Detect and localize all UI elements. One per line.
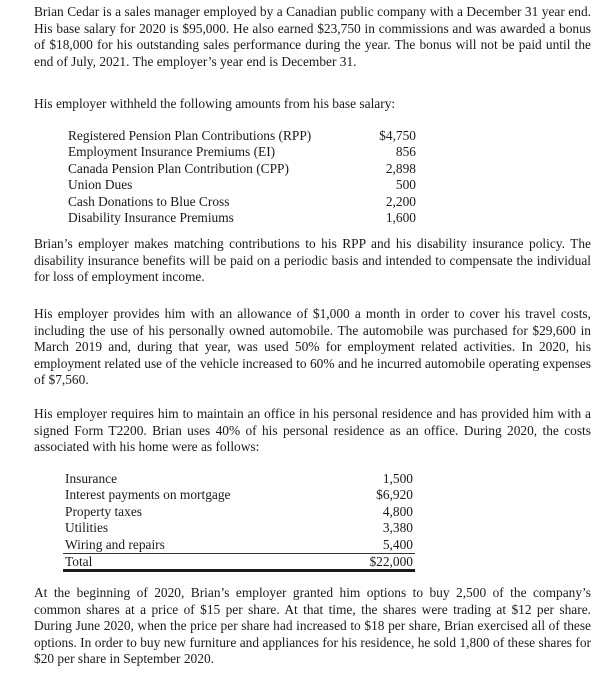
allowance-paragraph: His employer provides him with an allowance of $1,000 a month in order to cover his travel costs, including the use of his personally owned automobile. The automobile was purchased for $29,600 in March 2019 and, during that year, was used 50% for employment related activities. In 2020, his employment related use of the vehicle increased to 60% and he incurred automobile operating expenses of $7,560. (34, 306, 591, 388)
withholding-label: Canada Pension Plan Contribution (CPP) (68, 160, 289, 176)
home-cost-amount: 1,500 (382, 471, 413, 486)
table-row (68, 210, 416, 226)
withholding-amount: 856 (395, 144, 416, 160)
home-cost-label: Utilities (65, 520, 109, 536)
home-cost-amount: 5,400 (337, 537, 415, 554)
table-row (63, 487, 415, 503)
office-paragraph: His employer requires him to maintain an office in his personal residence and has provided him with a signed Form T2200. Brian uses 40% of his personal residence as an office. During 2020, the costs associated with his home were as follows: (34, 406, 591, 455)
home-cost-label: Wiring and repairs (63, 537, 337, 554)
table-row (63, 504, 415, 520)
options-paragraph: At the beginning of 2020, Brian’s employer granted him options to buy 2,500 of the company’s common shares at a price of $15 per share. At that time, the shares were trading at $12 per share. During June 2020, when the price per share had increased to $18 per share, Brian exercised all of these options. In order to buy new furniture and appliances for his residence, he sold 1,800 of these shares for $20 per share in September 2020. (34, 585, 591, 667)
table-row (68, 161, 416, 177)
table-row (68, 177, 416, 193)
home-cost-label: Insurance (65, 471, 118, 486)
table-row (63, 471, 415, 487)
table-row (68, 128, 416, 144)
withholding-label: Cash Donations to Blue Cross (68, 193, 230, 209)
table-row (63, 537, 415, 554)
total-label: Total (63, 554, 337, 571)
withholding-amount: 2,898 (385, 160, 416, 176)
home-cost-amount: 3,380 (382, 520, 413, 536)
withholding-amount: 500 (395, 177, 416, 193)
withholdings-table (68, 128, 416, 226)
withholding-label: Disability Insurance Premiums (68, 210, 234, 226)
home-cost-amount: 4,800 (382, 503, 413, 519)
withholding-amount: $4,750 (379, 128, 416, 143)
withholding-label: Registered Pension Plan Contributions (RPP) (68, 128, 312, 143)
home-cost-label: Property taxes (65, 503, 142, 519)
withholding-amount: 2,200 (385, 193, 416, 209)
home-cost-label: Interest payments on mortgage (65, 487, 231, 503)
total-amount: $22,000 (337, 554, 415, 571)
home-costs-table (63, 471, 415, 572)
intro-paragraph: Brian Cedar is a sales manager employed by a Canadian public company with a December 31 year end. His base salary for 2020 is $95,000. He also earned $23,750 in commissions and was awarded a bonus of $18,000 for his outstanding sales performance during the year. The bonus will not be paid until the end of July, 2021. The employer’s year end is December 31. (34, 4, 591, 69)
table-row (68, 194, 416, 210)
matching-paragraph: Brian’s employer makes matching contributions to his RPP and his disability insurance policy. The disability insurance benefits will be paid on a periodic basis and intended to compensate the individual for loss of employment income. (34, 236, 591, 285)
table-row (63, 520, 415, 536)
table-row (68, 144, 416, 160)
total-row (63, 554, 415, 571)
home-cost-amount: $6,920 (376, 487, 413, 503)
withholding-label: Union Dues (68, 177, 133, 193)
withheld-intro-paragraph: His employer withheld the following amounts from his base salary: (34, 96, 396, 111)
withholding-label: Employment Insurance Premiums (EI) (68, 144, 276, 160)
withholding-amount: 1,600 (385, 210, 416, 226)
